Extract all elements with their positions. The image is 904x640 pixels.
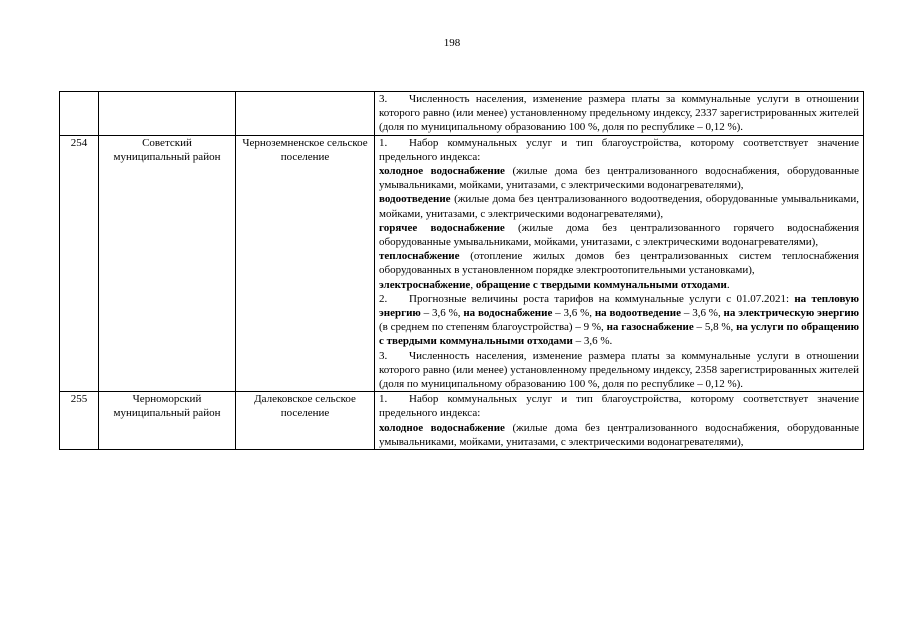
content-paragraph [379, 292, 859, 349]
text-run: Набор коммунальных услуг и тип благоустройства, которому соответствует значение предельного индекса: [379, 136, 859, 163]
bold-text-run: электроснабжение [379, 278, 471, 291]
bold-text-run: водоотведение [379, 193, 451, 206]
text-run: 3. [379, 93, 388, 105]
bold-text-run: холодное водоснабжение [379, 165, 505, 178]
text-run: Численность населения, изменение размера платы за коммунальные услуги в отношении которого равно (или менее) установленному предельному индексу, 2337 зарегистрированных жителей (доля по муниципальному образованию 100 %, доля по республике – 0,12 %). [379, 93, 859, 134]
text-run: 1. [379, 393, 388, 406]
text-run: (жилые дома без централизованного водоснабжения, оборудованные умывальниками, мойками, унитазами, с электрическими водонагревателями), [379, 165, 860, 192]
text-run: – 5,8 %, [693, 321, 737, 334]
page-number: 198 [443, 37, 461, 49]
row-number-cell: 255 [60, 392, 99, 450]
district-cell: Советский муниципальный район [99, 135, 236, 392]
table-body [60, 92, 864, 450]
content-paragraph [379, 421, 859, 449]
bold-text-run: на газоснабжение [606, 321, 694, 334]
content-paragraph [379, 278, 859, 292]
district-cell [99, 92, 236, 136]
text-run: – 3,6 %. [572, 335, 613, 348]
settlement-cell: Далековское сельское поселение [236, 392, 375, 450]
text-run: 2. [379, 292, 388, 305]
content-paragraph [379, 164, 859, 192]
text-run: (отопление жилых домов без централизованных систем теплоснабжения оборудованных в установленном порядке электроотопительными установками), [379, 250, 859, 277]
table-row [60, 135, 864, 392]
text-run: . [726, 278, 730, 291]
text-run: 1. [379, 136, 388, 149]
table-row [60, 392, 864, 450]
bold-text-run: горячее водоснабжение [379, 221, 505, 234]
text-run: Численность населения, изменение размера платы за коммунальные услуги в отношении которого равно (или менее) установленному предельному индексу, 2358 зарегистрированных жителей (доля по муниципальному образованию 100 %, доля по республике – 0,12 %). [379, 349, 859, 391]
text-run: Прогнозные величины роста тарифов на коммунальные услуги с 01.07.2021: [409, 292, 795, 305]
bold-text-run: на электрическую энергию [723, 307, 859, 320]
settlement-cell: Черноземненское сельское поселение [236, 135, 375, 392]
content-paragraph [379, 392, 859, 420]
text-run: – 3,6 %, [420, 307, 464, 320]
text-run: (жилые дома без централизованного горячего водоснабжения оборудованные умывальниками, мойками, унитазами, с электрическими водонагревателями), [379, 221, 860, 249]
content-cell [375, 92, 864, 136]
text-run: (жилые дома без централизованного водоснабжения, оборудованные умывальниками, мойками, унитазами, с электрическими водонагревателями), [379, 421, 860, 448]
text-run: – 3,6 %, [681, 307, 724, 320]
bold-text-run: на услуги по обращению с твердыми коммунальными отходами [379, 321, 859, 348]
limit-index-table [59, 91, 864, 450]
content-paragraph [379, 136, 859, 164]
settlement-cell [236, 92, 375, 136]
content-cell [375, 392, 864, 450]
text-run: (в среднем по степеням благоустройства) – 9 %, [379, 321, 607, 334]
content-paragraph [379, 249, 859, 277]
content-paragraph [379, 221, 859, 249]
row-number-cell [60, 92, 99, 136]
row-number-cell: 254 [60, 135, 99, 392]
content-paragraph [379, 349, 859, 392]
bold-text-run: на водоснабжение [463, 307, 553, 320]
table-row [60, 92, 864, 136]
content-paragraph [379, 192, 859, 220]
text-run: (жилые дома без централизованного водоотведения, оборудованные умывальниками, мойками, унитазами, с электрическими водонагревателями), [379, 193, 859, 220]
text-run: , [470, 278, 476, 291]
bold-text-run: теплоснабжение [379, 250, 460, 263]
content-cell [375, 135, 864, 392]
district-cell: Черноморский муниципальный район [99, 392, 236, 450]
text-run: 3. [379, 349, 388, 362]
bold-text-run: холодное водоснабжение [379, 421, 505, 434]
text-run: – 3,6 %, [552, 307, 595, 320]
text-run: Набор коммунальных услуг и тип благоустройства, которому соответствует значение предельного индекса: [379, 393, 859, 420]
bold-text-run: на тепловую энергию [379, 292, 859, 320]
content-paragraph [379, 92, 859, 135]
bold-text-run: обращение с твердыми коммунальными отходами [475, 278, 727, 291]
bold-text-run: на водоотведение [594, 307, 682, 320]
